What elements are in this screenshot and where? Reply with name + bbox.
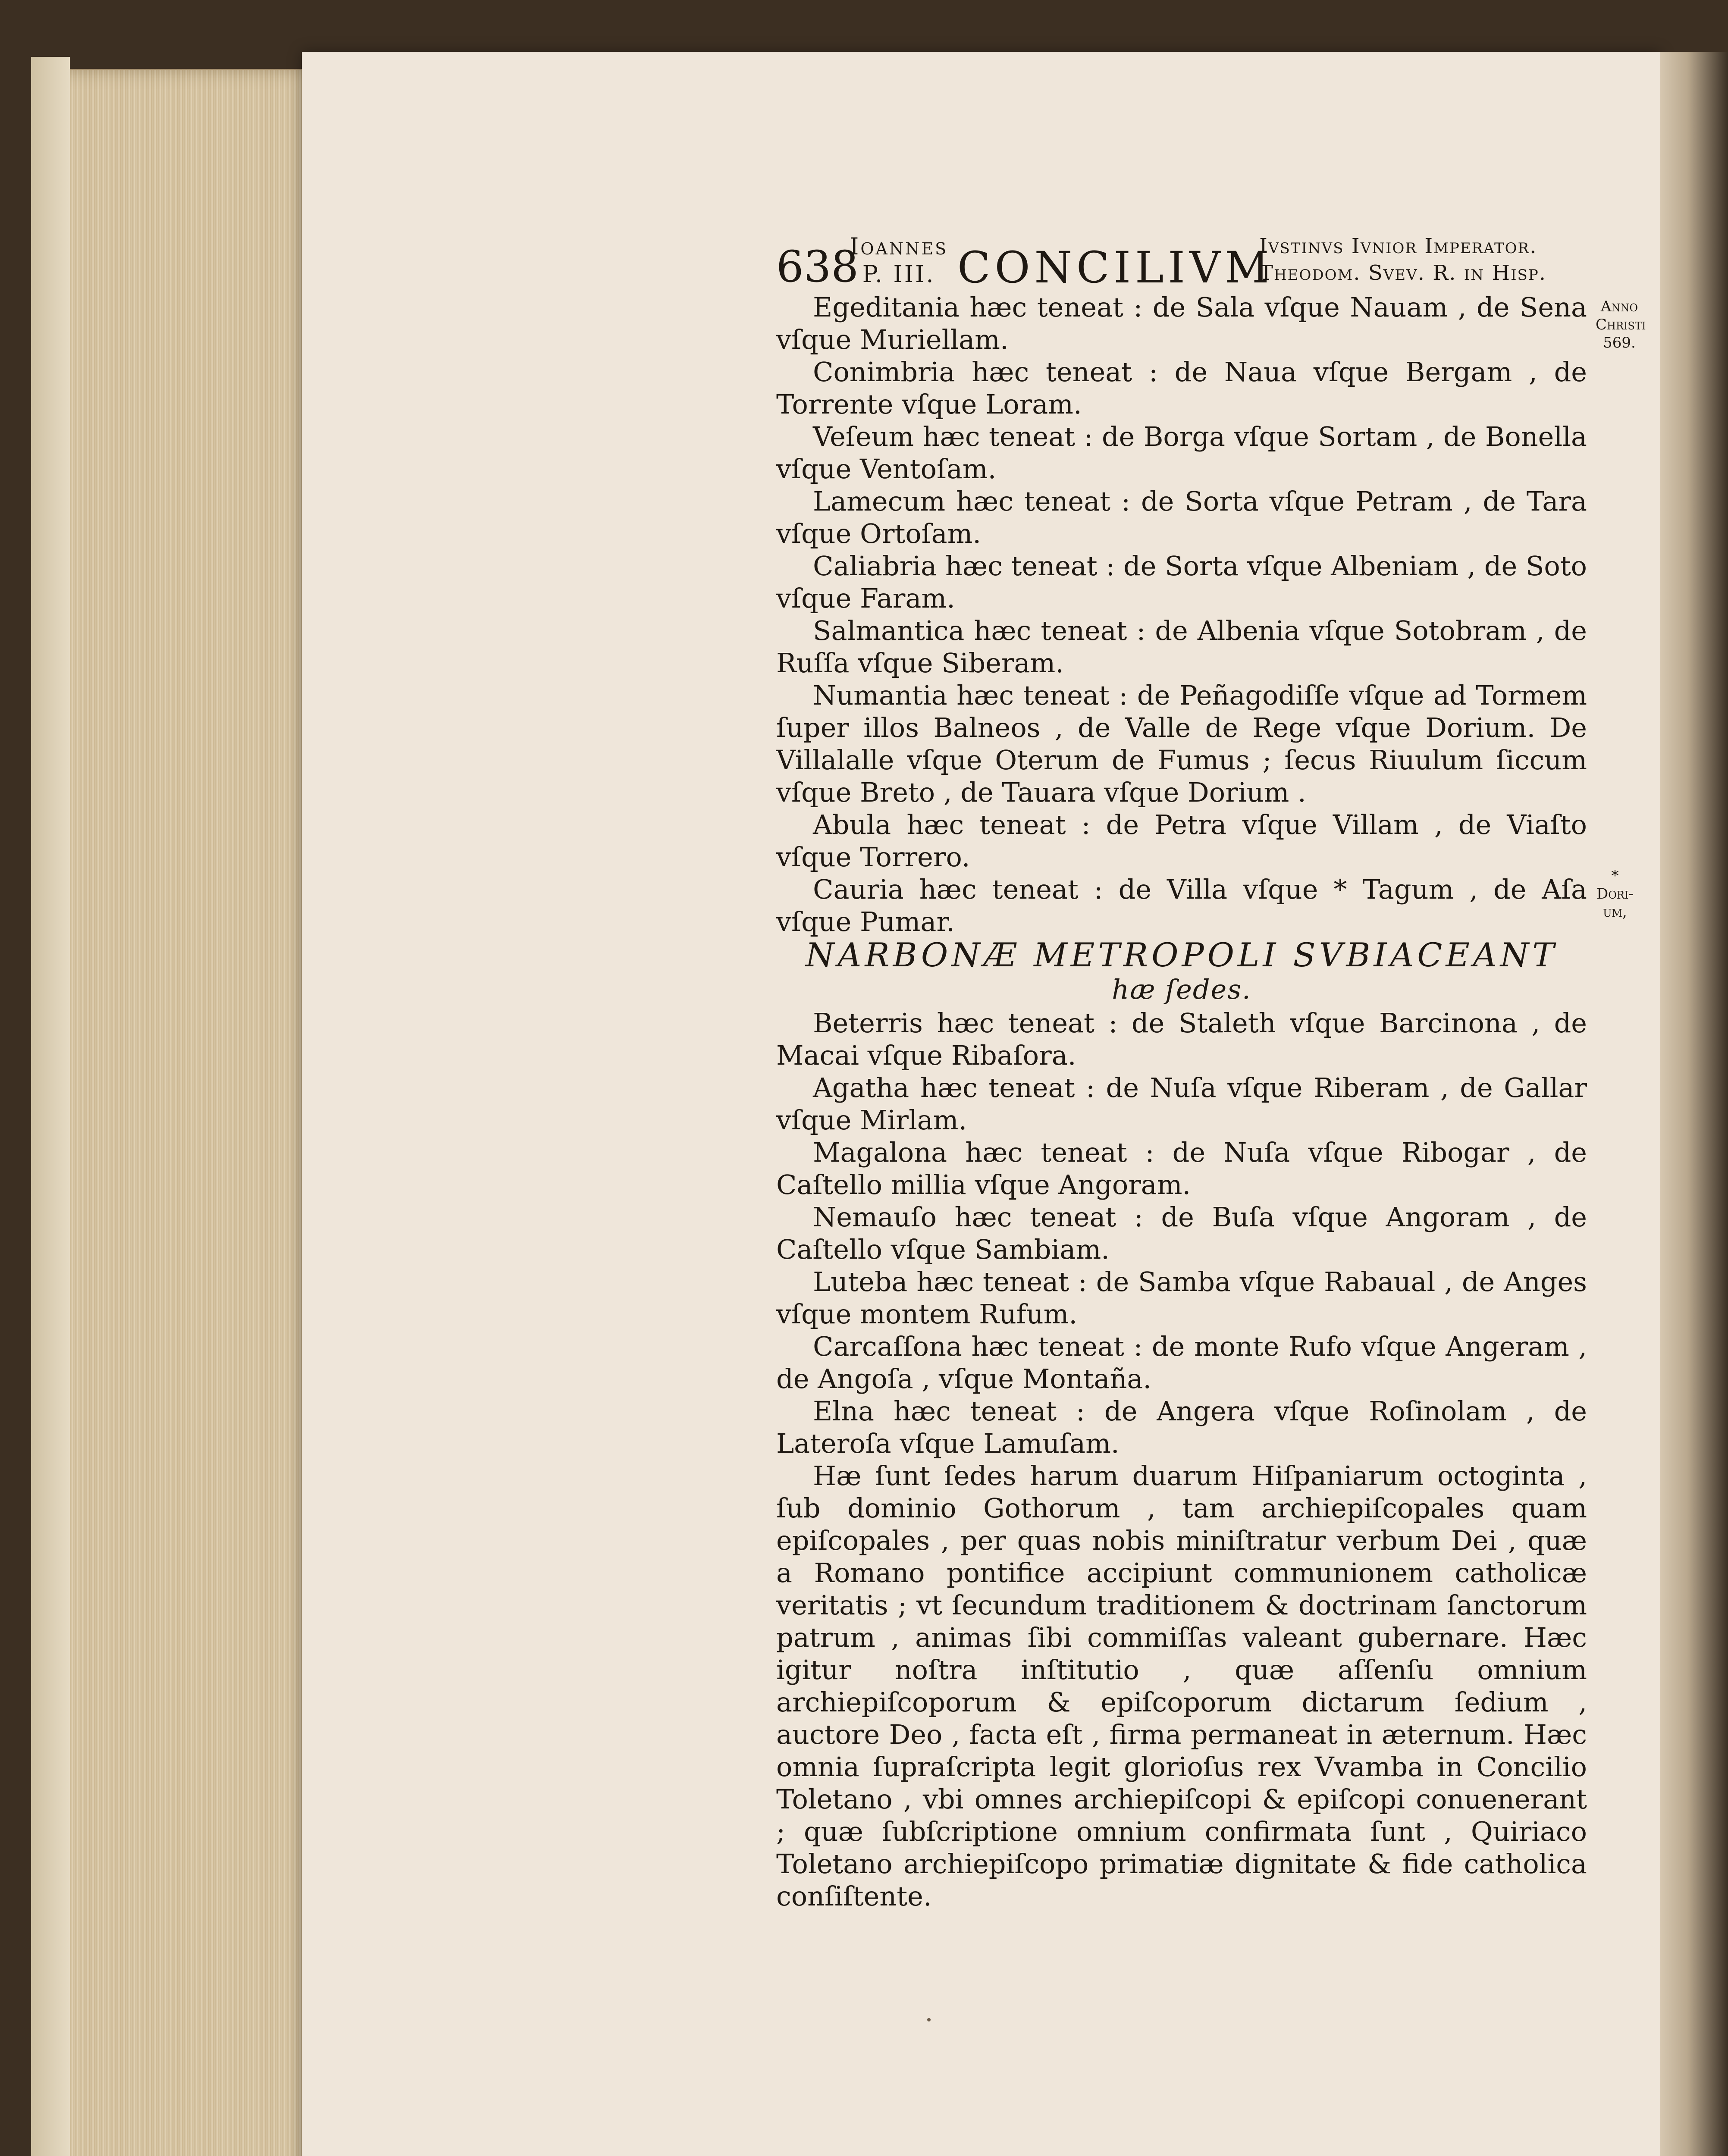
paragraph-nemauso: Nemauſo hæc teneat : de Buſa vſque Angoram , de Caſtello vſque Sambiam. (776, 1201, 1587, 1265)
paragraph-veseum: Veſeum hæc teneat : de Borga vſque Sortam , de Bonella vſque Ventoſam. (776, 421, 1587, 485)
margin-year-note (1596, 298, 1646, 352)
margin-christi: Christi (1596, 316, 1646, 333)
margin-note-line2: um, (1603, 903, 1627, 921)
paragraph-magalona: Magalona hæc teneat : de Nuſa vſque Ribogar , de Caſtello millia vſque Angoram. (776, 1137, 1587, 1200)
paragraph-conclusion: Hæ ſunt ſedes harum duarum Hiſpaniarum octoginta , ſub dominio Gothorum , tam archiepiſcopales quam epiſcopales , per quas nobis miniſtratur verbum Dei , quæ a Romano pontifice accipiunt communionem catholicæ veritatis ; vt ſecundum traditionem & doctrinam ſanctorum patrum , animas ſibi commiſſas valeant gubernare. Hæc igitur noſtra inſtitutio , quæ aſſenſu omnium archiepiſcoporum & epiſcoporum dictarum ſedium , auctore Deo , facta eſt , firma permaneat in æternum. Hæc omnia ſupraſcripta legit glorioſus rex Vvamba in Concilio Toletano , vbi omnes archiepiſcopi & epiſcopi conuenerant ; quæ ſubſcriptione omnium confirmata ſunt , Quiriaco Toletano archiepiſcopo primatiæ dignitate & fide catholica conſiſtente. (776, 1460, 1587, 1912)
running-header (776, 233, 1587, 293)
section-heading-title: NARBONÆ METROPOLI SVBIACEANT (806, 936, 1558, 974)
margin-anno: Anno (1600, 298, 1638, 315)
header-pope-number: P. III. (862, 260, 935, 288)
paragraph-caliabria: Caliabria hæc teneat : de Sorta vſque Albeniam , de Soto vſque Faram. (776, 550, 1587, 614)
header-title: CONCILIVM (957, 242, 1273, 293)
header-emperor-line1: Ivstinvs Ivnior Imperator. (1259, 234, 1537, 258)
ink-dot (927, 2018, 931, 2021)
paragraph-agatha: Agatha hæc teneat : de Nuſa vſque Riberam , de Gallar vſque Mirlam. (776, 1072, 1587, 1136)
header-pope-name: Ioannes (850, 233, 948, 260)
paragraph-beterris: Beterris hæc teneat : de Staleth vſque Barcinona , de Macai vſque Ribaſora. (776, 1007, 1587, 1071)
paragraph-carcassona: Carcaſſona hæc teneat : de monte Rufo vſque Angeram , de Angoſa , vſque Montaña. (776, 1331, 1587, 1395)
header-pope (850, 233, 948, 288)
page-gutter-shadow (1660, 52, 1728, 2156)
paragraph-salmantica: Salmantica hæc teneat : de Albenia vſque Sotobram , de Ruſſa vſque Siberam. (776, 615, 1587, 679)
paragraph-conimbria: Conimbria hæc teneat : de Naua vſque Bergam , de Torrente vſque Loram. (776, 356, 1587, 420)
margin-year: 569. (1603, 334, 1636, 351)
section-heading-subtitle: hæ ſedes. (1112, 974, 1251, 1005)
section-heading (776, 938, 1587, 1007)
paragraph-abula: Abula hæc teneat : de Petra vſque Villam , de Viaſto vſque Torrero. (776, 809, 1587, 873)
paragraph-egeditania: Egeditania hæc teneat : de Sala vſque Nauam , de Sena vſque Muriellam. (776, 291, 1587, 355)
margin-dorium-note (1591, 867, 1639, 921)
main-text (776, 291, 1587, 1912)
paragraph-elna: Elna hæc teneat : de Angera vſque Roſinolam , de Lateroſa vſque Lamuſam. (776, 1395, 1587, 1459)
book-cover-edge (31, 57, 70, 2156)
paragraph-cauria: Cauria hæc teneat : de Villa vſque * Tagum , de Aſa vſque Pumar. (776, 874, 1587, 937)
header-emperor-line2: Theodom. Svev. R. in Hisp. (1259, 261, 1546, 285)
paragraph-luteba: Luteba hæc teneat : de Samba vſque Rabaual , de Anges vſque montem Rufum. (776, 1266, 1587, 1330)
page-number: 638 (776, 241, 859, 292)
book-page-edges (47, 69, 317, 2156)
margin-note-line1: * Dori- (1596, 867, 1634, 903)
header-emperor (1259, 233, 1546, 286)
paragraph-lamecum: Lamecum hæc teneat : de Sorta vſque Petram , de Tara vſque Ortoſam. (776, 486, 1587, 549)
paragraph-numantia: Numantia hæc teneat : de Peñagodiſſe vſque ad Tormem ſuper illos Balneos , de Valle de Rege vſque Dorium. De Villalalle vſque Oterum de Fumus ; ſecus Riuulum ſiccum vſque Breto , de Tauara vſque Dorium . (776, 680, 1587, 808)
